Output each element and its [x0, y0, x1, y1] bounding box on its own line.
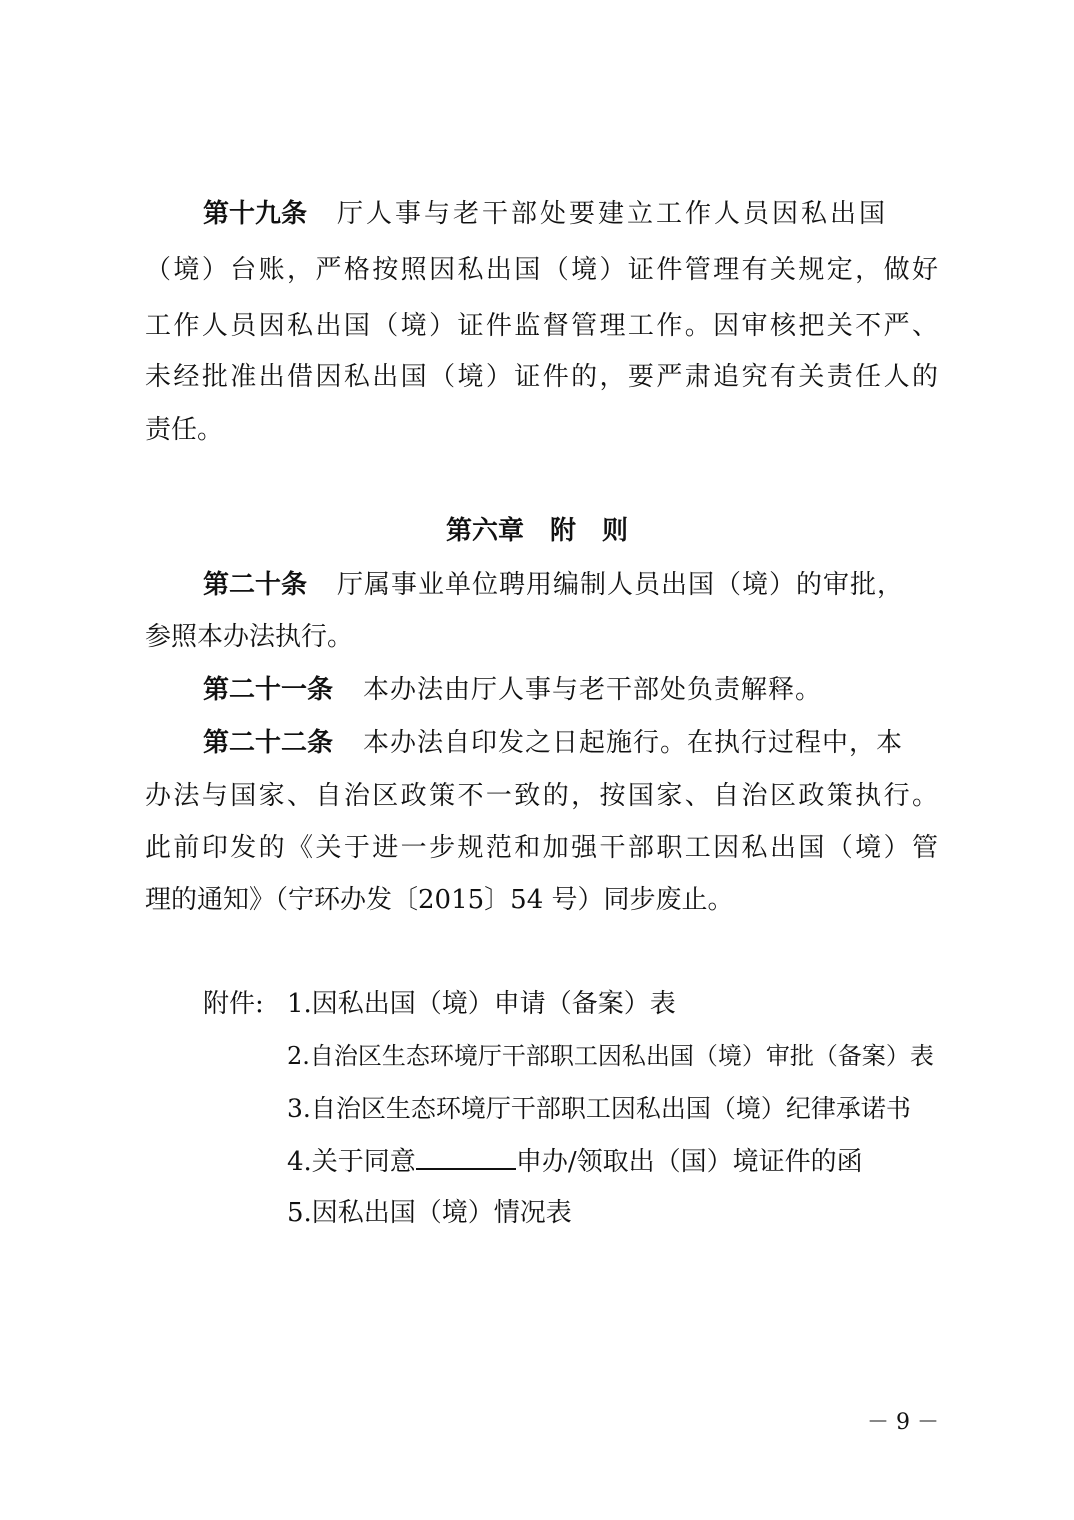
- article-21-line-1: [203, 673, 822, 707]
- article-19-text-1: 厅人事与老干部处要建立工作人员因私出国: [337, 199, 889, 229]
- attachment-item-2: 2.自治区生态环境厅干部职工因私出国（境）审批（备案）表: [287, 1042, 934, 1070]
- page-number: － 9 －: [867, 1410, 939, 1435]
- article-22-text-1: 本办法自印发之日起施行。在执行过程中，本: [363, 728, 904, 758]
- attachment-item-4: [287, 1144, 863, 1178]
- article-21-text: 本办法由厅人事与老干部处负责解释。: [363, 675, 823, 705]
- article-19-line-3: 工作人员因私出国（境）证件监督管理工作。因审核把关不严、: [145, 311, 938, 341]
- attachments-label: 附件:: [203, 989, 264, 1019]
- article-19-line-2: （境）台账，严格按照因私出国（境）证件管理有关规定，做好: [145, 255, 938, 285]
- article-20-label: 第二十条: [203, 570, 308, 600]
- article-19-label: 第十九条: [203, 199, 308, 229]
- article-20-line-2: 参照本办法执行。: [145, 622, 354, 652]
- article-22-label: 第二十二条: [203, 728, 334, 758]
- attachment-item-3: 3.自治区生态环境厅干部职工因私出国（境）纪律承诺书: [287, 1094, 911, 1123]
- article-20-text-1: 厅属事业单位聘用编制人员出国（境）的审批，: [337, 570, 905, 600]
- article-22-line-1: [203, 726, 938, 760]
- attachment-item-1: 1.因私出国（境）申请（备案）表: [287, 989, 676, 1019]
- article-19-line-5: 责任。: [145, 415, 224, 445]
- article-22-line-3: 此前印发的《关于进一步规范和加强干部职工因私出国（境）管: [145, 833, 938, 863]
- article-20-line-1: [203, 568, 938, 602]
- chapter-6-heading: 第六章 附 则: [445, 516, 628, 546]
- attachment-item-4-prefix: 4.关于同意: [287, 1147, 416, 1177]
- attachment-item-5: 5.因私出国（境）情况表: [287, 1198, 572, 1228]
- article-22-line-4: 理的通知》（宁环办发〔2015〕54 号）同步废止。: [145, 885, 734, 915]
- article-19-line-1: [203, 197, 938, 231]
- article-22-line-2: 办法与国家、自治区政策不一致的，按国家、自治区政策执行。: [145, 781, 938, 811]
- attachment-item-4-suffix: 申办/领取出（国）境证件的函: [515, 1147, 863, 1177]
- article-21-label: 第二十一条: [203, 675, 334, 705]
- fill-in-blank: [416, 1144, 516, 1170]
- article-19-line-4: 未经批准出借因私出国（境）证件的，要严肃追究有关责任人的: [145, 362, 938, 392]
